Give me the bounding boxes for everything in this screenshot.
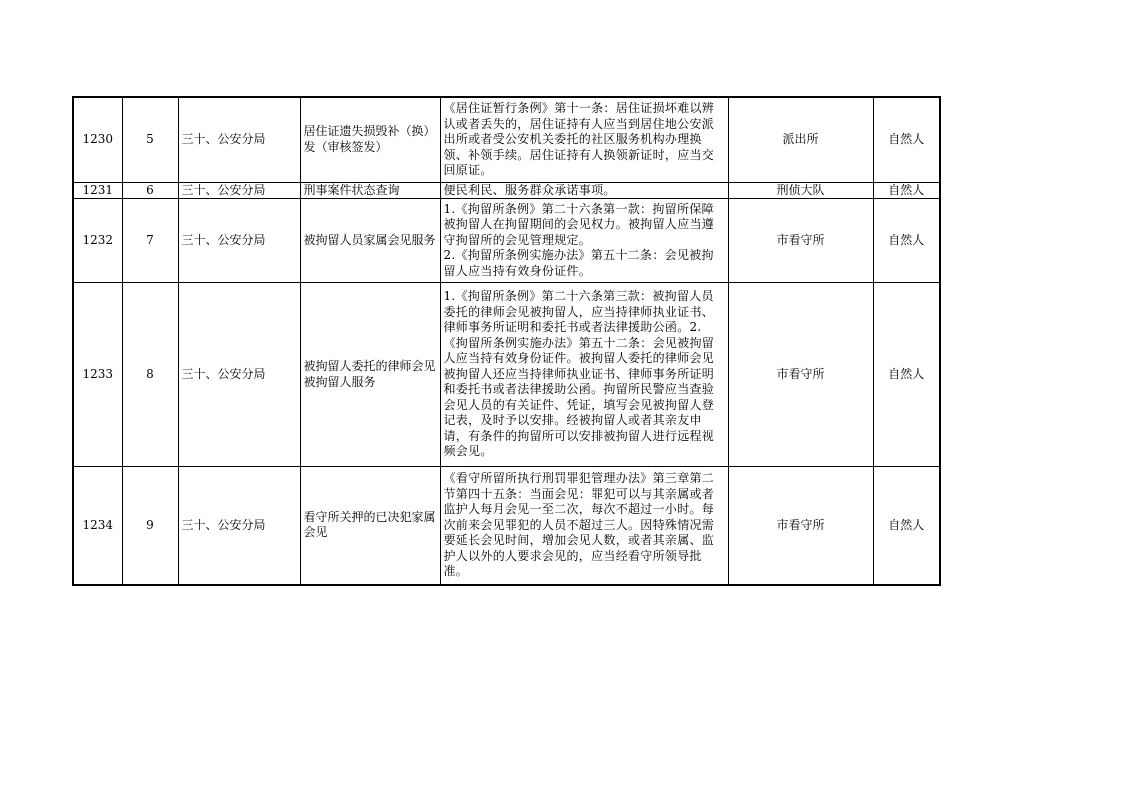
- data-table: [72, 96, 941, 586]
- row-department: 三十、公安分局: [178, 97, 300, 182]
- row-legal-basis: 《看守所留所执行刑罚罪犯管理办法》第三章第二节第四十五条：当面会见：罪犯可以与其亲属或者监护人每月会见一至二次，每次不超过一小时。每次前来会见罪犯的人员不超过三人。因特殊情况需要延长会见时间，增加会见人数，或者其亲属、监护人以外的人要求会见的，应当经看守所领导批准。: [440, 467, 728, 585]
- table-row: [73, 97, 940, 182]
- row-seq: 9: [122, 467, 178, 585]
- row-service-name: 被拘留人员家属会见服务: [300, 199, 440, 283]
- row-target: 自然人: [873, 182, 940, 199]
- row-service-name: 被拘留人委托的律师会见被拘留人服务: [300, 283, 440, 467]
- row-target: 自然人: [873, 97, 940, 182]
- row-target: 自然人: [873, 199, 940, 283]
- table-row: [73, 182, 940, 199]
- table-row: [73, 199, 940, 283]
- table-row: [73, 467, 940, 585]
- row-id: 1233: [73, 283, 122, 467]
- row-legal-basis: 1.《拘留所条例》第二十六条第三款：被拘留人员委托的律师会见被拘留人，应当持律师执业证书、律师事务所证明和委托书或者法律援助公函。2.《拘留所条例实施办法》第五十二条：会见被拘留人应当持有效身份证件。被拘留人委托的律师会见被拘留人还应当持律师执业证书、律师事务所证明和委托书或者法律援助公函。拘留所民警应当查验会见人员的有关证件、凭证，填写会见被拘留人登记表，及时予以安排。经被拘留人或者其亲友申请，有条件的拘留所可以安排被拘留人进行远程视频会见。: [440, 283, 728, 467]
- row-org: 派出所: [728, 97, 873, 182]
- row-org: 市看守所: [728, 199, 873, 283]
- row-id: 1232: [73, 199, 122, 283]
- row-department: 三十、公安分局: [178, 199, 300, 283]
- row-seq: 6: [122, 182, 178, 199]
- row-org: 市看守所: [728, 283, 873, 467]
- row-service-name: 刑事案件状态查询: [300, 182, 440, 199]
- row-target: 自然人: [873, 467, 940, 585]
- row-legal-basis: 便民利民、服务群众承诺事项。: [440, 182, 728, 199]
- row-id: 1231: [73, 182, 122, 199]
- row-target: 自然人: [873, 283, 940, 467]
- row-id: 1234: [73, 467, 122, 585]
- row-department: 三十、公安分局: [178, 182, 300, 199]
- row-org: 刑侦大队: [728, 182, 873, 199]
- row-seq: 5: [122, 97, 178, 182]
- row-legal-basis: 《居住证暂行条例》第十一条：居住证损坏难以辨认或者丢失的，居住证持有人应当到居住地公安派出所或者受公安机关委托的社区服务机构办理换领、补领手续。居住证持有人换领新证时，应当交回原证。: [440, 97, 728, 182]
- row-department: 三十、公安分局: [178, 467, 300, 585]
- row-seq: 7: [122, 199, 178, 283]
- row-service-name: 看守所关押的已决犯家属会见: [300, 467, 440, 585]
- row-department: 三十、公安分局: [178, 283, 300, 467]
- row-org: 市看守所: [728, 467, 873, 585]
- table-row: [73, 283, 940, 467]
- row-service-name: 居住证遗失损毁补（换）发（审核签发）: [300, 97, 440, 182]
- row-seq: 8: [122, 283, 178, 467]
- row-legal-basis: 1.《拘留所条例》第二十六条第一款：拘留所保障被拘留人在拘留期间的会见权力。被拘留人应当遵守拘留所的会见管理规定。 2.《拘留所条例实施办法》第五十二条：会见被拘留人应当持有效身份证件。: [440, 199, 728, 283]
- row-id: 1230: [73, 97, 122, 182]
